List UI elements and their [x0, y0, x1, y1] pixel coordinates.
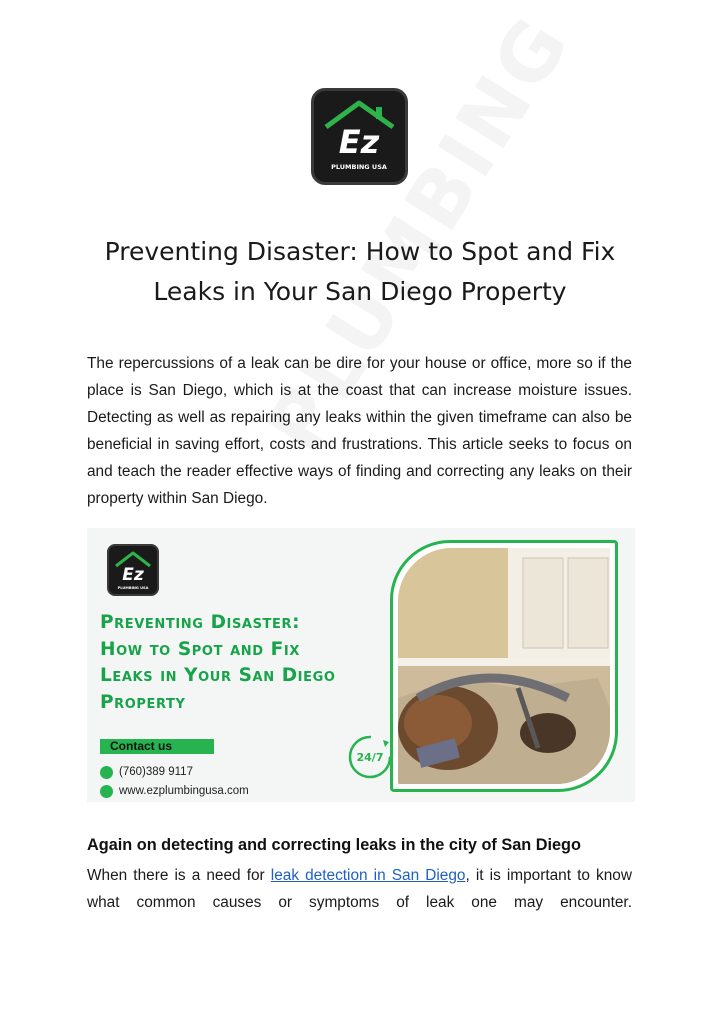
para-text-before-link: When there is a need for: [87, 867, 271, 884]
page-title: [60, 232, 660, 312]
company-logo: [311, 88, 408, 185]
title-line-2: Leaks in Your San Diego Property: [153, 277, 567, 306]
badge-24-7-text: 24/7: [356, 751, 384, 764]
article-banner-image: [87, 528, 635, 802]
section-paragraph: [87, 862, 632, 916]
banner-title: [100, 610, 400, 716]
banner-logo-subtitle: PLUMBING USA: [117, 586, 149, 590]
contact-website-row: [100, 783, 249, 799]
globe-icon: [100, 785, 113, 798]
contact-phone-row: [100, 764, 193, 780]
contact-us-label: Contact us: [100, 739, 214, 754]
leak-photo: [398, 548, 610, 784]
para-text-after-link: , it is important to know what common causes or symptoms of leak one may encounter.: [87, 867, 632, 911]
contact-website: www.ezplumbingusa.com: [119, 785, 249, 797]
phone-icon: [100, 766, 113, 779]
leak-detection-link[interactable]: leak detection in San Diego: [270, 867, 466, 884]
banner-title-line: Property: [100, 691, 186, 713]
banner-title-line: Leaks in Your San Diego: [100, 665, 336, 686]
banner-title-line: How to Spot and Fix: [100, 638, 300, 660]
title-line-1: Preventing Disaster: How to Spot and Fix: [104, 237, 616, 266]
banner-title-line: Preventing Disaster:: [100, 612, 301, 633]
leak-photo-frame: [390, 540, 618, 792]
contact-phone: (760)389 9117: [119, 766, 193, 778]
banner-logo-brand: Ez: [122, 565, 144, 585]
intro-paragraph: The repercussions of a leak can be dire for your house or office, more so if the place is San Diego, which is at the coast that can increase moisture issues. Detecting as well as repairing any leaks within the given timeframe can also be beneficial in saving effort, costs and frustrations. This article seeks to focus on and teach the reader effective ways of finding and correcting any leaks on their property within San Diego.: [87, 355, 632, 507]
logo-subtitle-text: PLUMBING USA: [331, 163, 387, 171]
section-heading: Again on detecting and correcting leaks in the city of San Diego: [87, 836, 581, 854]
banner-logo: [107, 544, 159, 596]
badge-24-7: [345, 732, 395, 782]
logo-brand-text: Ez: [338, 123, 380, 161]
